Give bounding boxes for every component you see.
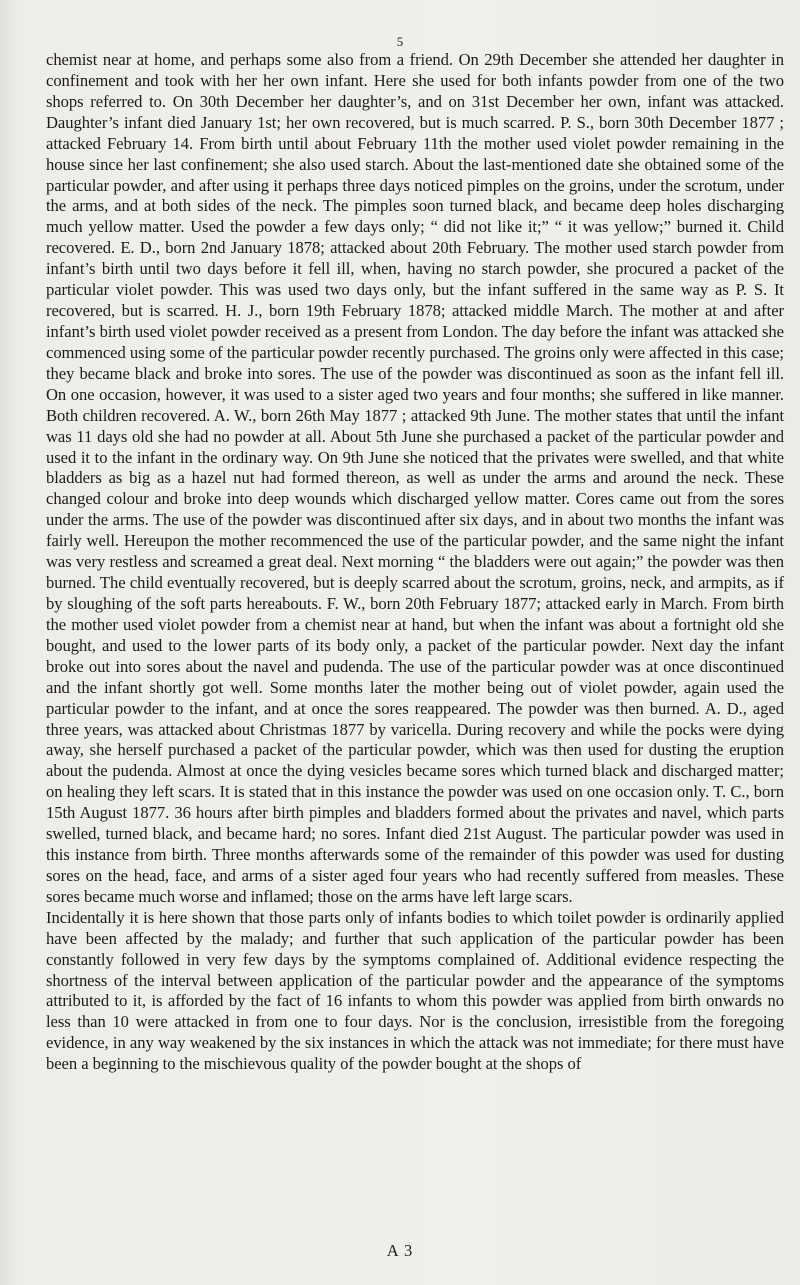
body-text [46, 50, 784, 1075]
paragraph-case-reports: chemist near at home, and perhaps some also from a friend. On 29th December she attended her daughter in confinement and took with her her own infant. Here she used for both infants powder from one of the two shops referred to. On 30th December her daughter’s, and on 31st December her own, infant was attacked. Daughter’s infant died January 1st; her own recovered, but is much scarred. P. S., born 30th December 1877 ; attacked February 14. From birth until about February 11th the mother used violet powder remaining in the house since her last confinement; she also used starch. About the last-mentioned date she obtained some of the particular powder, and after using it perhaps three days noticed pimples on the groins, under the scrotum, under the arms, and at both sides of the neck. The pimples soon turned black, and became deep holes discharging much yellow matter. Used the powder a few days only; “ did not like it;” “ it was yellow;” burned it. Child recovered. E. D., born 2nd January 1878; attacked about 20th February. The mother used starch powder from infant’s birth until two days before it fell ill, when, having no starch powder, she procured a packet of the particular violet powder. This was used two days only, but the infant suffered in the same way as P. S. It recovered, but is scarred. H. J., born 19th February 1878; attacked middle March. The mother at and after infant’s birth used violet powder received as a present from London. The day before the infant was attacked she commenced using some of the particular powder recently purchased. The groins only were affected in this case; they became black and broke into sores. The use of the powder was discontinued as soon as the infant fell ill. On one occasion, however, it was used to a sister aged two years and four months; she suffered in like manner. Both children recovered. A. W., born 26th May 1877 ; attacked 9th June. The mother states that until the infant was 11 days old she had no powder at all. About 5th June she purchased a packet of the particular powder and used it to the infant in the ordinary way. On 9th June she noticed that the privates were swelled, and that white bladders as big as a hazel nut had formed thereon, as well as under the arms and around the neck. These changed colour and broke into deep wounds which discharged yellow matter. Cores came out from the sores under the arms. The use of the powder was discontinued after six days, and in about two months the infant was fairly well. Hereupon the mother recommenced the use of the particular powder, and the same night the infant was very restless and screamed a great deal. Next morning “ the bladders were out again;” the powder was then burned. The child eventually recovered, but is deeply scarred about the scrotum, groins, neck, and armpits, as if by sloughing of the soft parts hereabouts. F. W., born 20th February 1877; attacked early in March. From birth the mother used violet powder from a chemist near at hand, but when the infant was about a fortnight old she bought, and used to the lower parts of its body only, a packet of the particular powder. Next day the infant broke out into sores about the navel and pudenda. The use of the particular powder was at once discontinued and the infant shortly got well. Some months later the mother being out of violet powder, again used the particular powder to the infant, and at once the sores reappeared. The powder was then burned. A. D., aged three years, was attacked about Christmas 1877 by varicella. During recovery and while the pocks were dying away, she herself purchased a packet of the particular powder, which was then used for dusting the eruption about the pudenda. Almost at once the dying vesicles became sores which turned black and discharged matter; on healing they left scars. It is stated that in this instance the powder was used on one occasion only. T. C., born 15th August 1877. 36 hours after birth pimples and bladders formed about the privates and navel, which parts swelled, turned black, and became hard; no sores. Infant died 21st August. The particular powder was used in this instance from birth. Three months afterwards some of the remainder of this powder was used for dusting sores on the head, face, and arms of a sister aged four years who had recently suffered from measles. These sores became much worse and inflamed; those on the arms have left large scars. [46, 50, 784, 906]
page-number: 5 [396, 34, 404, 49]
signature-mark: A 3 [386, 1241, 414, 1260]
paragraph-conclusion: Incidentally it is here shown that those parts only of infants bodies to which toilet powder is ordinarily applied have been affected by the malady; and further that such application of the particular powder has been constantly followed in very few days by the symptoms complained of. Additional evidence respecting the shortness of the interval between application of the particular powder and the appearance of the symptoms attributed to it, is afforded by the fact of 16 infants to whom this powder was applied from birth onwards no less than 10 were attacked in from one to four days. Nor is the conclusion, irresistible from the foregoing evidence, in any way weakened by the six instances in which the attack was not immediate; for there must have been a beginning to the mischievous quality of the powder bought at the shops of [46, 907, 784, 1074]
